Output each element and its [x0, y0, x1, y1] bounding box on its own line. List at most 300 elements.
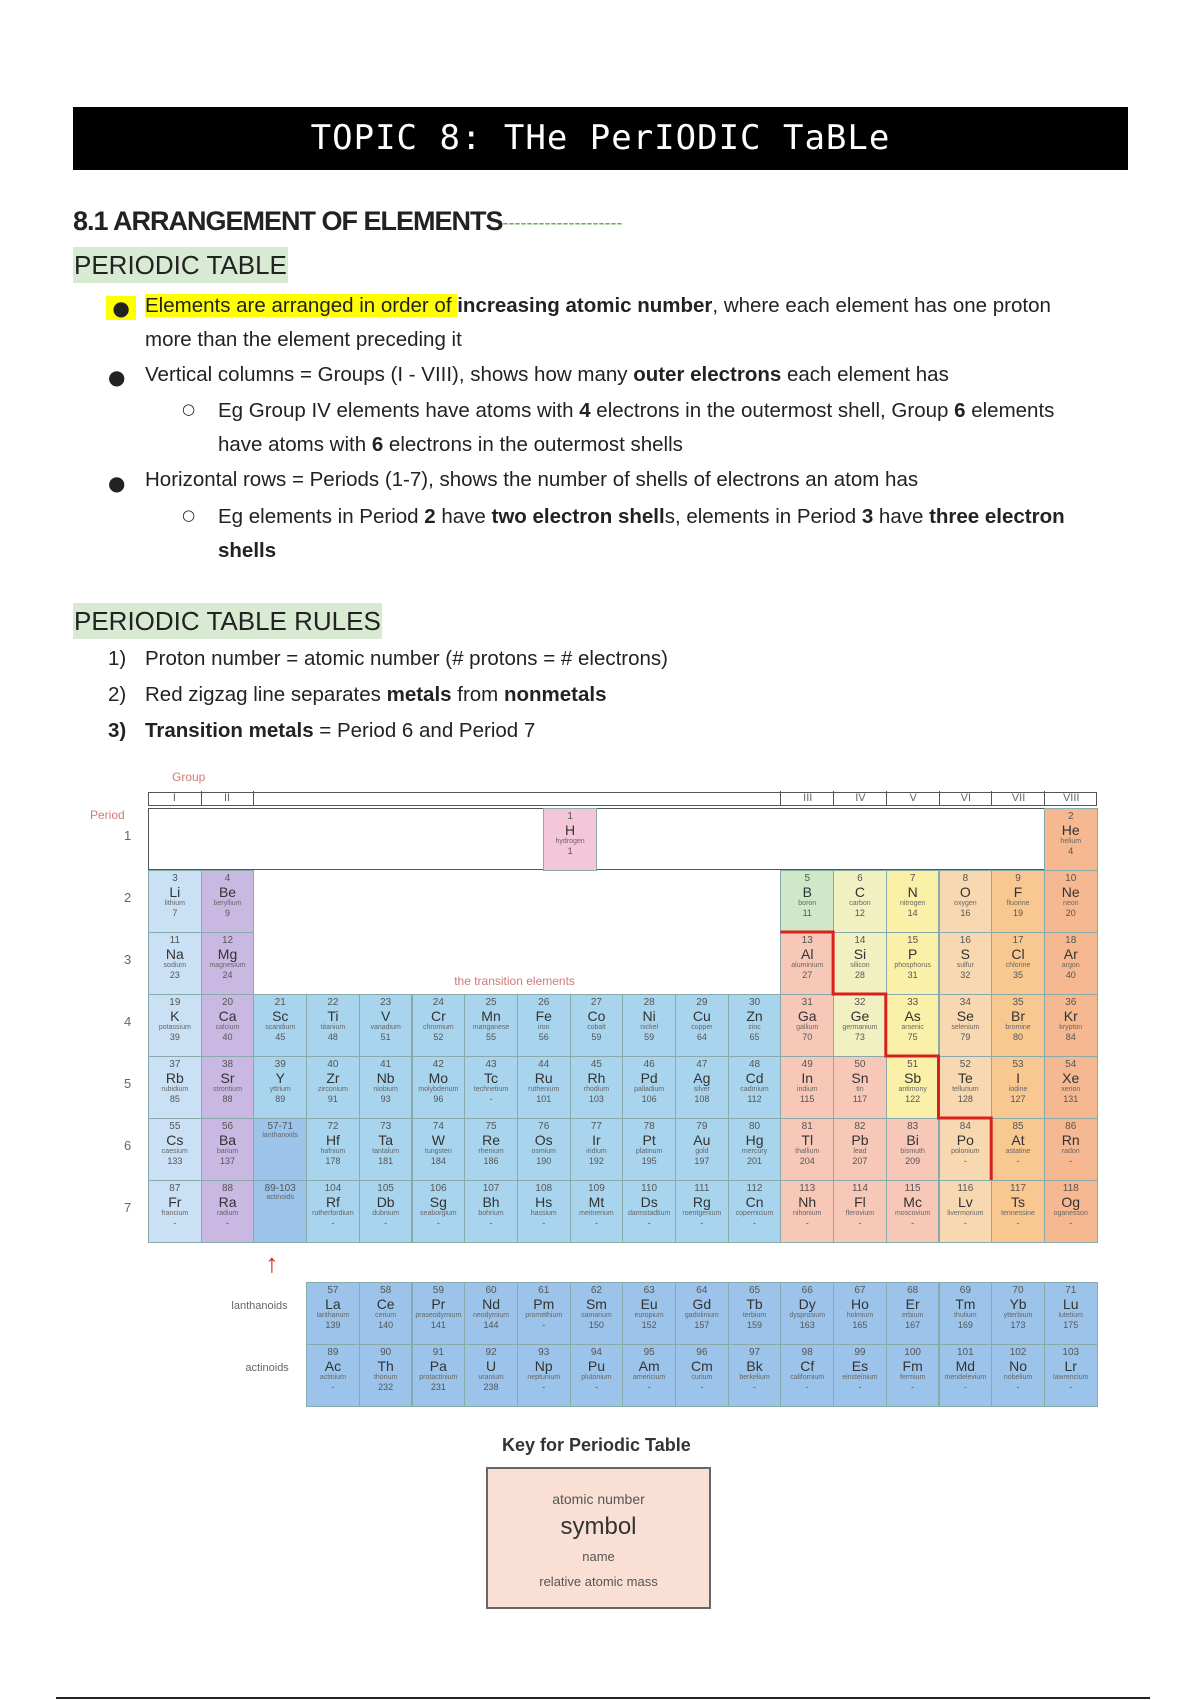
element-ms: - — [489, 1094, 493, 1104]
key-box — [486, 1467, 711, 1609]
element-an: 22 — [327, 997, 339, 1008]
element-sym: Rg — [692, 1194, 711, 1210]
element-nm: seaborgium — [420, 1210, 457, 1217]
element-nm: antimony — [898, 1086, 927, 1093]
element-sym: As — [904, 1008, 921, 1024]
element-an: 89 — [327, 1347, 339, 1358]
element-an: 87 — [169, 1183, 181, 1194]
element-ms: - — [384, 1218, 388, 1228]
element-nm: argon — [1061, 962, 1080, 969]
element-an: 73 — [380, 1121, 392, 1132]
element-nm: chlorine — [1005, 962, 1031, 969]
element-an: 111 — [694, 1183, 710, 1194]
element-sym: Yb — [1009, 1296, 1027, 1312]
element-ms: - — [436, 1218, 440, 1228]
element-nm: calcium — [215, 1024, 240, 1031]
rule-number: 3) — [108, 719, 127, 742]
key-name: name — [582, 1549, 615, 1564]
element-nm: strontium — [213, 1086, 242, 1093]
element-an: 105 — [377, 1183, 394, 1194]
element-sym: Tb — [746, 1296, 763, 1312]
element-an: 54 — [1065, 1059, 1077, 1070]
element-nm: nihonium — [793, 1210, 822, 1217]
element-sym: Cf — [800, 1358, 815, 1374]
element-an: 64 — [696, 1285, 708, 1296]
element-sym: Ta — [378, 1132, 394, 1148]
element-sym: Am — [638, 1358, 660, 1374]
element-an: 4 — [224, 873, 231, 884]
element-an: 100 — [904, 1347, 921, 1358]
element-an: 41 — [380, 1059, 392, 1070]
element-an: 71 — [1065, 1285, 1077, 1296]
element-an: 118 — [1062, 1183, 1079, 1194]
element-ms: 131 — [1063, 1094, 1079, 1104]
element-sym: Nb — [376, 1070, 395, 1086]
element-ms: 16 — [960, 908, 971, 918]
element-nm: chromium — [422, 1024, 454, 1031]
element-sym: Pr — [431, 1296, 446, 1312]
element-ms: - — [700, 1382, 704, 1392]
element-nm: dysprosium — [789, 1312, 826, 1319]
element-sym: Ca — [218, 1008, 237, 1024]
element-ms: - — [226, 1218, 230, 1228]
element-ms: 7 — [172, 908, 178, 918]
element-nm: thallium — [795, 1148, 820, 1155]
element-ms: - — [542, 1382, 546, 1392]
element-ms: 186 — [483, 1156, 499, 1166]
element-ms: - — [331, 1382, 335, 1392]
element-ms: 12 — [854, 908, 865, 918]
element-ms: - — [753, 1218, 757, 1228]
element-nm: cobalt — [587, 1024, 606, 1031]
element-ms: 4 — [1068, 846, 1074, 856]
element-ms: 65 — [749, 1032, 760, 1042]
element-ms: - — [594, 1218, 598, 1228]
element-sym: H — [565, 822, 576, 838]
element-an: 80 — [748, 1121, 761, 1132]
element-an: 29 — [696, 997, 708, 1008]
element-sym: Rn — [1061, 1132, 1080, 1148]
element-sym: He — [1061, 822, 1080, 838]
period-number: 4 — [124, 1014, 132, 1029]
element-an: 12 — [221, 935, 234, 946]
element-ms: 48 — [327, 1032, 338, 1042]
element-sym: Pd — [640, 1070, 658, 1086]
element-nm: neptunium — [527, 1374, 561, 1381]
element-ms: 159 — [747, 1320, 763, 1330]
element-nm: meitnerium — [579, 1210, 614, 1217]
zigzag-line — [80, 760, 1110, 1360]
element-ms: 88 — [222, 1094, 233, 1104]
element-ms: - — [911, 1382, 915, 1392]
element-an: 48 — [748, 1059, 761, 1070]
element-sym: Cr — [430, 1008, 446, 1024]
element-an: 21 — [274, 997, 286, 1008]
element-an: 108 — [535, 1183, 553, 1194]
element-ms: 173 — [1010, 1320, 1026, 1330]
bullet-text: Vertical columns = Groups (I - VIII), shows how many outer electrons each element has — [145, 363, 949, 386]
element-nm: actinium — [319, 1374, 346, 1381]
element-an: 70 — [1012, 1285, 1024, 1296]
element-an: 106 — [430, 1183, 447, 1194]
element-ms: 184 — [430, 1156, 446, 1166]
element-an: 51 — [907, 1059, 919, 1070]
element-ms: - — [1016, 1218, 1020, 1228]
group-number: VI — [939, 791, 993, 805]
element-sym: Sb — [904, 1070, 922, 1086]
element-nm: holmium — [846, 1312, 874, 1319]
element-sym: No — [1009, 1358, 1027, 1374]
element-ms: 35 — [1013, 970, 1024, 980]
element-nm: lithium — [164, 900, 185, 907]
element-nm: oganesson — [1053, 1210, 1088, 1217]
element-nm: radium — [216, 1210, 239, 1217]
element-sym: Ba — [218, 1132, 237, 1148]
element-ms: 144 — [483, 1320, 499, 1330]
element-ms: 80 — [1013, 1032, 1024, 1042]
element-nm: tellurium — [952, 1086, 979, 1093]
element-nm: nobelium — [1003, 1374, 1033, 1381]
element-sym: Ni — [642, 1008, 656, 1024]
element-ms: - — [1069, 1382, 1073, 1392]
element-sym: Nd — [482, 1296, 500, 1312]
element-ms: 127 — [1010, 1094, 1026, 1104]
element-ms: 175 — [1063, 1320, 1079, 1330]
element-an: 83 — [907, 1121, 919, 1132]
element-nm: uranium — [478, 1374, 504, 1381]
element-ms: 181 — [378, 1156, 394, 1166]
element-ms: 52 — [433, 1032, 444, 1042]
element-an: 46 — [643, 1059, 655, 1070]
section-heading: 8.1 ARRANGEMENT OF ELEMENTS-------------------- — [73, 206, 623, 236]
element-nm: mendelevium — [944, 1374, 987, 1381]
element-sym: Os — [534, 1132, 553, 1148]
element-an: 7 — [909, 873, 916, 884]
element-an: 93 — [538, 1347, 550, 1358]
element-sym: Mo — [428, 1070, 449, 1086]
element-an: 11 — [169, 935, 181, 946]
element-an: 115 — [904, 1183, 921, 1194]
period-number: 3 — [124, 952, 132, 967]
element-ms: 89 — [275, 1094, 286, 1104]
element-sym: Cd — [745, 1070, 764, 1086]
element-sym: N — [907, 884, 918, 900]
group-number: I — [148, 791, 202, 805]
element-an: 9 — [1015, 873, 1021, 884]
element-sym: Li — [169, 884, 181, 900]
element-an: 18 — [1065, 935, 1077, 946]
element-nm: zirconium — [317, 1086, 348, 1093]
element-nm: barium — [216, 1148, 239, 1155]
element-nm: iron — [537, 1024, 550, 1031]
zigzag-path — [780, 932, 991, 1180]
element-ms: 165 — [852, 1320, 868, 1330]
element-nm: bromine — [1005, 1024, 1031, 1031]
element-sym: Pm — [533, 1296, 555, 1312]
element-ms: 59 — [591, 1032, 602, 1042]
element-an: 103 — [1062, 1347, 1080, 1358]
element-an: 60 — [485, 1285, 497, 1296]
element-nm: erbium — [901, 1312, 924, 1319]
element-an: 35 — [1012, 997, 1024, 1008]
element-sym: Tm — [955, 1296, 976, 1312]
group-number: V — [886, 791, 940, 805]
element-sym: Hs — [535, 1194, 553, 1210]
element-ms: 79 — [960, 1032, 971, 1042]
element-an: 65 — [748, 1285, 761, 1296]
element-nm: radon — [1061, 1148, 1080, 1155]
page-title: TOPIC 8: THe PerIODIC TaBLe — [73, 107, 1128, 170]
element-ms: 238 — [483, 1382, 499, 1392]
element-an: 104 — [324, 1183, 342, 1194]
element-sym: Na — [165, 946, 184, 962]
element-ms: 192 — [588, 1156, 604, 1166]
element-an: 3 — [172, 873, 178, 884]
element-an: 57 — [327, 1285, 339, 1296]
element-ms: 70 — [802, 1032, 813, 1042]
element-an: 82 — [854, 1121, 866, 1132]
element-sym: Er — [905, 1296, 920, 1312]
period-number: 7 — [124, 1200, 132, 1215]
element-ms: 39 — [169, 1032, 180, 1042]
element-ms: 201 — [747, 1156, 763, 1166]
element-ms: 141 — [430, 1320, 446, 1330]
element-an: 10 — [1065, 873, 1077, 884]
element-an: 14 — [854, 935, 866, 946]
element-nm: cadmium — [740, 1086, 769, 1093]
element-ms: 9 — [225, 908, 231, 918]
element-ms: 106 — [641, 1094, 657, 1104]
element-an: 69 — [959, 1285, 971, 1296]
element-an: 42 — [432, 1059, 444, 1070]
element-ms: 197 — [694, 1156, 710, 1166]
element-ms: 59 — [644, 1032, 655, 1042]
element-ms: - — [647, 1382, 651, 1392]
element-nm: protactinium — [419, 1374, 458, 1381]
element-nm: gadolinium — [684, 1312, 719, 1319]
element-nm: neon — [1062, 900, 1079, 907]
element-an: 62 — [590, 1285, 602, 1296]
element-an: 79 — [696, 1121, 708, 1132]
element-sym: Bk — [746, 1358, 763, 1374]
transition-label: the transition elements — [454, 974, 575, 988]
element-sym: Y — [275, 1070, 285, 1086]
element-ms: - — [542, 1218, 546, 1228]
element-an: 95 — [643, 1347, 655, 1358]
element-ms: 14 — [907, 908, 918, 918]
element-sym: Sr — [220, 1070, 235, 1086]
placeholder-range: 57-71 — [267, 1121, 294, 1132]
element-nm: ruthenium — [528, 1086, 560, 1093]
period-number: 6 — [124, 1138, 132, 1153]
key-symbol: symbol — [560, 1513, 637, 1540]
element-nm: magnesium — [209, 962, 246, 969]
periodic-table-heading: PERIODIC TABLE — [73, 247, 288, 283]
element-nm: palladium — [634, 1086, 665, 1093]
element-nm: cerium — [375, 1312, 397, 1319]
element-nm: thorium — [373, 1374, 398, 1381]
element-sym: Bi — [906, 1132, 919, 1148]
bullet-text-line2: more than the element preceding it — [145, 328, 462, 351]
element-nm: zinc — [748, 1024, 761, 1031]
element-sym: Db — [376, 1194, 395, 1210]
element-sym: Ge — [850, 1008, 870, 1024]
element-an: 75 — [485, 1121, 497, 1132]
placeholder-name: actinoids — [266, 1194, 295, 1201]
element-ms: 40 — [222, 1032, 233, 1042]
element-an: 19 — [169, 997, 181, 1008]
element-ms: - — [542, 1320, 546, 1330]
element-nm: sulfur — [956, 962, 974, 969]
element-sym: Pt — [642, 1132, 656, 1148]
element-an: 96 — [696, 1347, 708, 1358]
element-nm: livermorium — [947, 1210, 984, 1217]
element-ms: - — [594, 1382, 598, 1392]
bullet-text: Elements are arranged in order of increasing atomic number, where each element has one proton — [145, 294, 1051, 317]
element-ms: - — [805, 1218, 809, 1228]
element-an: 31 — [801, 997, 813, 1008]
group-label: Group — [172, 770, 206, 784]
element-nm: dubnium — [372, 1210, 400, 1217]
element-an: 26 — [538, 997, 550, 1008]
element-ms: 1 — [567, 846, 573, 856]
element-an: 78 — [643, 1121, 655, 1132]
element-ms: 128 — [957, 1094, 973, 1104]
element-an: 110 — [641, 1183, 658, 1194]
element-ms: 137 — [220, 1156, 236, 1166]
bullet-icon: ● — [108, 471, 126, 495]
element-sym: Ne — [1061, 884, 1080, 900]
element-sym: Ho — [850, 1296, 869, 1312]
element-nm: copernicium — [735, 1210, 774, 1217]
element-nm: xenon — [1061, 1086, 1081, 1093]
element-sym: Sn — [851, 1070, 869, 1086]
element-sym: Tl — [801, 1132, 814, 1148]
element-ms: 157 — [694, 1320, 710, 1330]
element-an: 25 — [485, 997, 497, 1008]
element-sym: Rf — [325, 1194, 340, 1210]
element-ms: 73 — [854, 1032, 865, 1042]
element-an: 77 — [590, 1121, 602, 1132]
element-nm: caesium — [161, 1148, 188, 1155]
element-sym: Hf — [325, 1132, 340, 1148]
element-sym: Kr — [1063, 1008, 1078, 1024]
element-sym: Si — [853, 946, 867, 962]
element-sym: La — [325, 1296, 341, 1312]
element-an: 97 — [748, 1347, 761, 1358]
element-sym: Md — [955, 1358, 976, 1374]
element-sym: Fl — [854, 1194, 866, 1210]
element-nm: praseodymium — [415, 1312, 462, 1319]
element-nm: rhodium — [583, 1086, 610, 1093]
element-an: 36 — [1065, 997, 1077, 1008]
element-sym: Ir — [592, 1132, 601, 1148]
period-number: 1 — [124, 828, 132, 843]
element-ms: 115 — [800, 1094, 815, 1104]
element-an: 85 — [1012, 1121, 1024, 1132]
period-number: 5 — [124, 1076, 132, 1091]
element-sym: Te — [957, 1070, 973, 1086]
footer-rule — [56, 1697, 1150, 1699]
element-nm: fermium — [900, 1374, 926, 1381]
element-sym: U — [485, 1358, 497, 1374]
element-nm: indium — [796, 1086, 818, 1093]
element-ms: 55 — [486, 1032, 497, 1042]
element-ms: 40 — [1065, 970, 1076, 980]
element-nm: tin — [856, 1086, 864, 1093]
element-ms: 108 — [694, 1094, 710, 1104]
element-sym: B — [802, 884, 812, 900]
element-nm: niobium — [373, 1086, 398, 1093]
element-an: 27 — [590, 997, 602, 1008]
element-an: 101 — [957, 1347, 974, 1358]
element-nm: hafnium — [320, 1148, 346, 1155]
element-ms: - — [963, 1382, 967, 1392]
element-nm: roentgenium — [682, 1210, 722, 1217]
element-ms: - — [489, 1218, 493, 1228]
lanthanoids-label: lanthanoids — [231, 1300, 288, 1312]
rule-text: Proton number = atomic number (# protons = # electrons) — [145, 647, 669, 670]
element-ms: 64 — [696, 1032, 707, 1042]
element-an: 112 — [746, 1183, 763, 1194]
element-ms: - — [1016, 1382, 1020, 1392]
element-sym: Cm — [690, 1358, 713, 1374]
element-ms: 101 — [536, 1094, 552, 1104]
element-nm: lutetium — [1058, 1312, 1083, 1319]
element-ms: 163 — [799, 1320, 815, 1330]
rules-heading: PERIODIC TABLE RULES — [73, 603, 382, 639]
element-nm: phosphorus — [894, 962, 931, 969]
element-sym: Dy — [798, 1296, 816, 1312]
element-ms: 93 — [380, 1094, 391, 1104]
element-nm: oxygen — [954, 900, 977, 907]
element-nm: tungsten — [424, 1148, 452, 1155]
element-ms: 209 — [905, 1156, 921, 1166]
element-ms: - — [331, 1218, 335, 1228]
element-nm: tantalum — [372, 1148, 400, 1155]
element-an: 86 — [1065, 1121, 1077, 1132]
element-nm: nitrogen — [899, 900, 926, 907]
element-nm: terbium — [742, 1312, 767, 1319]
element-ms: 112 — [747, 1094, 762, 1104]
placeholder-name: lanthanoids — [262, 1132, 299, 1139]
element-an: 88 — [221, 1183, 234, 1194]
element-an: 52 — [959, 1059, 971, 1070]
element-ms: - — [911, 1218, 915, 1228]
element-sym: Ag — [693, 1070, 711, 1086]
group-number: IV — [833, 791, 887, 805]
element-an: 81 — [801, 1121, 813, 1132]
element-nm: rutherfordium — [312, 1210, 354, 1217]
actinoids-label: actinoids — [245, 1362, 289, 1374]
element-sym: Mg — [217, 946, 238, 962]
bullet-icon: ● — [108, 365, 126, 389]
element-nm: silver — [693, 1086, 711, 1093]
element-an: 23 — [380, 997, 392, 1008]
element-sym: Ar — [1063, 946, 1078, 962]
element-nm: selenium — [951, 1024, 980, 1031]
element-an: 17 — [1012, 935, 1024, 946]
element-nm: bismuth — [900, 1148, 925, 1155]
element-sym: Mc — [903, 1194, 922, 1210]
element-an: 39 — [274, 1059, 286, 1070]
sub-bullet-icon: ○ — [182, 400, 196, 418]
element-nm: scandium — [265, 1024, 296, 1031]
element-an: 91 — [432, 1347, 444, 1358]
element-sym: Ti — [327, 1008, 339, 1024]
element-ms: 91 — [327, 1094, 338, 1104]
element-sym: Th — [377, 1358, 394, 1374]
